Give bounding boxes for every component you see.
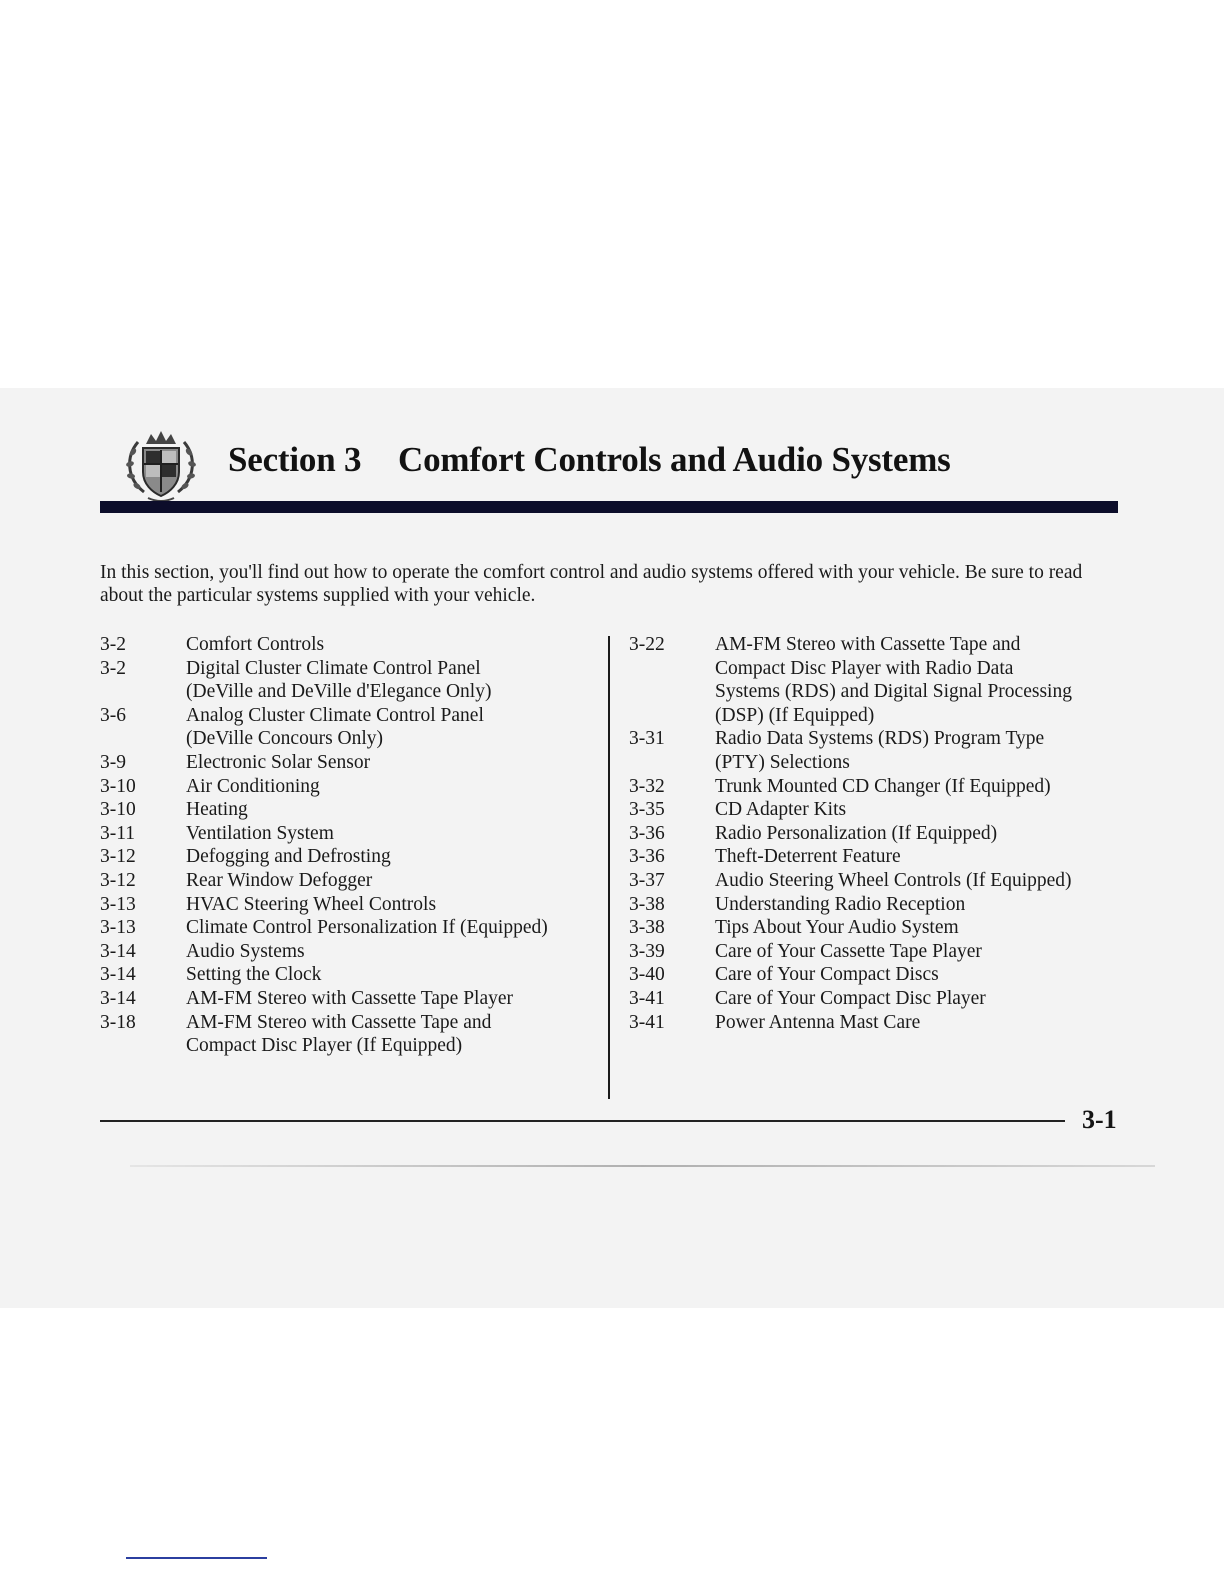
- toc-entry-title: Digital Cluster Climate Control Panel (DeVille and DeVille d'Elegance Only): [186, 657, 492, 703]
- toc-page-ref: 3-13: [100, 917, 136, 939]
- toc-right-column: [629, 633, 1129, 1034]
- toc-entry[interactable]: [100, 822, 600, 846]
- toc-entry-title: Trunk Mounted CD Changer (If Equipped): [715, 775, 1051, 797]
- toc-entry-title: Radio Data Systems (RDS) Program Type (PTY) Selections: [715, 728, 1045, 773]
- section-label: Section 3: [228, 440, 362, 479]
- toc-page-ref: 3-11: [100, 822, 136, 844]
- toc-entry[interactable]: [100, 963, 600, 987]
- toc-entry[interactable]: [629, 916, 1129, 940]
- toc-page-ref: 3-22: [629, 634, 665, 655]
- toc-entry[interactable]: [629, 987, 1129, 1011]
- toc-page-ref: 3-6: [100, 704, 126, 726]
- toc-page-ref: 3-13: [100, 893, 136, 915]
- toc-entry-title: Air Conditioning: [186, 775, 320, 797]
- toc-entry-title: Defogging and Defrosting: [186, 846, 391, 868]
- toc-page-ref: 3-37: [629, 869, 665, 891]
- toc-entry[interactable]: [100, 633, 600, 657]
- toc-page-ref: 3-38: [629, 917, 665, 939]
- toc-page-ref: 3-36: [629, 822, 665, 844]
- toc-entry-title: Ventilation System: [186, 822, 334, 844]
- toc-page-ref: 3-41: [629, 1011, 665, 1033]
- toc-page-ref: 3-14: [100, 964, 136, 986]
- toc-page-ref: 3-10: [100, 775, 136, 797]
- toc-entry[interactable]: [100, 704, 600, 751]
- toc-entry-title: Care of Your Cassette Tape Player: [715, 940, 982, 962]
- toc-entry-title: Rear Window Defogger: [186, 869, 373, 891]
- toc-entry[interactable]: [629, 963, 1129, 987]
- toc-page-ref: 3-14: [100, 940, 136, 962]
- toc-entry-title: AM-FM Stereo with Cassette Tape Player: [186, 987, 514, 1009]
- section-heading: [228, 436, 951, 484]
- toc-entry[interactable]: [629, 727, 1129, 774]
- toc-entry-title: HVAC Steering Wheel Controls: [186, 893, 437, 915]
- toc-entry-title: Electronic Solar Sensor: [186, 751, 371, 773]
- toc-entry[interactable]: [100, 1011, 600, 1058]
- toc-entry-title: Theft-Deterrent Feature: [715, 846, 901, 868]
- toc-entry[interactable]: [100, 657, 600, 704]
- column-divider: [608, 636, 610, 1099]
- toc-entry-title: Tips About Your Audio System: [715, 917, 959, 939]
- toc-entry[interactable]: [629, 775, 1129, 799]
- toc-entry-title: Heating: [186, 799, 248, 821]
- toc-entry[interactable]: [100, 987, 600, 1011]
- toc-page-ref: 3-12: [100, 869, 136, 891]
- toc-entry[interactable]: [629, 845, 1129, 869]
- toc-entry[interactable]: [629, 893, 1129, 917]
- toc-entry-title: Setting the Clock: [186, 964, 322, 986]
- toc-entry-title: Care of Your Compact Discs: [715, 964, 939, 986]
- toc-entry-title: Power Antenna Mast Care: [715, 1011, 921, 1033]
- toc-entry[interactable]: [629, 869, 1129, 893]
- toc-entry-title: CD Adapter Kits: [715, 799, 847, 821]
- section-title: Comfort Controls and Audio Systems: [398, 440, 951, 479]
- page-number: 3-1: [1082, 1105, 1117, 1134]
- toc-entry-title: Audio Steering Wheel Controls (If Equipped): [715, 869, 1072, 891]
- toc-entry[interactable]: [629, 822, 1129, 846]
- toc-page-ref: 3-14: [100, 987, 136, 1009]
- toc-entry[interactable]: [629, 940, 1129, 964]
- toc-entry[interactable]: [629, 633, 1129, 727]
- toc-entry-title: Comfort Controls: [186, 634, 325, 655]
- toc-entry-title: Audio Systems: [186, 940, 305, 962]
- toc-page-ref: 3-39: [629, 940, 665, 962]
- toc-entry-title: Understanding Radio Reception: [715, 893, 966, 915]
- toc-entry-title: Climate Control Personalization If (Equipped): [186, 917, 548, 939]
- toc-entry-title: Care of Your Compact Disc Player: [715, 987, 986, 1009]
- toc-entry[interactable]: [100, 751, 600, 775]
- toc-entry[interactable]: [100, 916, 600, 940]
- toc-page-ref: 3-31: [629, 728, 665, 750]
- toc-entry-title: Radio Personalization (If Equipped): [715, 822, 998, 844]
- bottom-link-underline: [126, 1557, 267, 1559]
- toc-entry[interactable]: [629, 1011, 1129, 1035]
- toc-entry-title: Analog Cluster Climate Control Panel (DeVille Concours Only): [186, 704, 484, 750]
- footer-rule: [100, 1120, 1065, 1122]
- toc-entry-title: AM-FM Stereo with Cassette Tape and Compact Disc Player (If Equipped): [186, 1011, 492, 1057]
- toc-page-ref: 3-2: [100, 657, 126, 679]
- toc-page-ref: 3-41: [629, 987, 665, 1009]
- toc-entry[interactable]: [100, 893, 600, 917]
- toc-entry[interactable]: [100, 940, 600, 964]
- toc-page-ref: 3-18: [100, 1011, 136, 1033]
- toc-page-ref: 3-10: [100, 799, 136, 821]
- toc-page-ref: 3-38: [629, 893, 665, 915]
- toc-entry[interactable]: [100, 845, 600, 869]
- scan-shadow-line: [130, 1165, 1155, 1167]
- toc-entry[interactable]: [629, 798, 1129, 822]
- toc-page-ref: 3-40: [629, 964, 665, 986]
- toc-entry[interactable]: [100, 869, 600, 893]
- toc-left-column: [100, 633, 600, 1058]
- toc-page-ref: 3-9: [100, 751, 126, 773]
- toc-page-ref: 3-36: [629, 846, 665, 868]
- toc-page-ref: 3-32: [629, 775, 665, 797]
- title-rule: [100, 501, 1118, 513]
- toc-page-ref: 3-2: [100, 634, 126, 655]
- toc-page-ref: 3-35: [629, 799, 665, 821]
- toc-page-ref: 3-12: [100, 846, 136, 868]
- cadillac-crest-icon: [118, 422, 204, 506]
- intro-paragraph: In this section, you'll find out how to operate the comfort control and audio systems offered with your vehicle. Be sure to read about the particular systems supplied with your vehicle.: [100, 562, 1083, 606]
- toc-entry-title: AM-FM Stereo with Cassette Tape and Compact Disc Player with Radio Data Systems (RDS) and Digital Signal Processing (DSP) (If Equipped): [715, 634, 1072, 726]
- toc-entry[interactable]: [100, 775, 600, 799]
- toc-entry[interactable]: [100, 798, 600, 822]
